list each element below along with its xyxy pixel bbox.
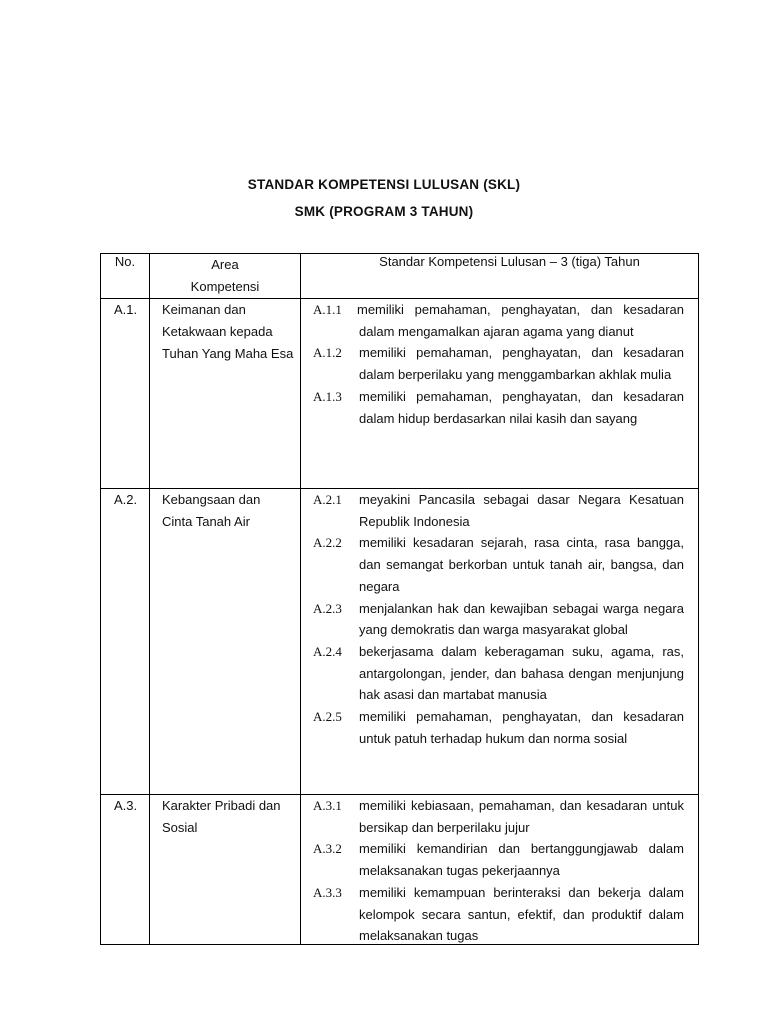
table-row: [101, 489, 699, 795]
standards-clip: [301, 795, 698, 944]
item-code: A.2.4: [313, 643, 342, 659]
item-text: memiliki kesadaran sejarah, rasa cinta, rasa bangga, dan semangat berkorban untuk tanah air, bangsa, dan negara: [359, 535, 684, 594]
item-code: A.1.2: [313, 345, 342, 361]
item-code: A.1.1: [313, 302, 342, 317]
row-area: Kebangsaan dan Cinta Tanah Air: [150, 489, 301, 795]
list-item: [301, 706, 698, 749]
header-area: [150, 254, 301, 299]
list-item: [301, 598, 698, 641]
row-standards: [301, 795, 699, 945]
list-item: [301, 386, 698, 429]
item-text: memiliki kemampuan berinteraksi dan bekerja dalam kelompok secara santun, efektif, dan produktif dalam melaksanakan tugas: [359, 884, 684, 944]
header-area-line2: Kompetensi: [190, 279, 260, 294]
row-number: A.1.: [101, 299, 150, 489]
row-area: Keimanan dan Ketakwaan kepada Tuhan Yang Maha Esa: [150, 299, 301, 489]
list-item: [301, 342, 698, 385]
item-code: A.2.1: [313, 492, 342, 507]
item-text: meyakini Pancasila sebagai dasar Negara Kesatuan Republik Indonesia: [359, 492, 684, 529]
item-text: memiliki kebiasaan, pemahaman, dan kesadaran untuk bersikap dan berperilaku jujur: [359, 798, 684, 835]
document-subtitle: SMK (PROGRAM 3 TAHUN): [294, 204, 474, 219]
header-area-line1: Area: [211, 257, 239, 272]
item-text: memiliki pemahaman, penghayatan, dan kesadaran dalam hidup berdasarkan nilai kasih dan sayang: [359, 388, 684, 426]
item-text: memiliki kemandirian dan bertanggungjawab dalam melaksanakan tugas pekerjaannya: [359, 841, 684, 879]
list-item: [301, 489, 698, 532]
row-standards: [301, 299, 699, 489]
list-item: [301, 882, 698, 944]
item-code: A.1.3: [313, 388, 342, 404]
item-text: memiliki pemahaman, penghayatan, dan kesadaran dalam mengamalkan ajaran agama yang dianut: [357, 302, 684, 339]
table-header-row: [101, 254, 699, 299]
list-item: [301, 532, 698, 597]
list-item: [301, 795, 698, 838]
document-title: STANDAR KOMPETENSI LULUSAN (SKL): [247, 177, 521, 192]
item-code: A.3.3: [313, 884, 342, 900]
row-area: Karakter Pribadi dan Sosial: [150, 795, 301, 945]
list-item: [301, 299, 698, 342]
list-item: [301, 641, 698, 706]
header-no: No.: [101, 254, 150, 299]
item-text: memiliki pemahaman, penghayatan, dan kesadaran dalam berperilaku yang menggambarkan akhlak mulia: [359, 345, 684, 383]
item-code: A.2.3: [313, 600, 342, 616]
list-item: [301, 838, 698, 881]
row-standards: [301, 489, 699, 795]
header-standard: Standar Kompetensi Lulusan – 3 (tiga) Tahun: [301, 254, 699, 299]
table-row: [101, 299, 699, 489]
item-code: A.3.1: [313, 798, 342, 813]
item-text: memiliki pemahaman, penghayatan, dan kesadaran untuk patuh terhadap hukum dan norma sosial: [359, 709, 684, 746]
skl-table: [100, 253, 699, 945]
row-number: A.3.: [101, 795, 150, 945]
item-text: bekerjasama dalam keberagaman suku, agama, ras, antargolongan, jender, dan bahasa dengan menjunjung hak asasi dan martabat manusia: [359, 643, 684, 703]
row-number: A.2.: [101, 489, 150, 795]
item-text: menjalankan hak dan kewajiban sebagai warga negara yang demokratis dan warga masyarakat global: [359, 600, 684, 638]
item-code: A.3.2: [313, 841, 342, 857]
table-row: [101, 795, 699, 945]
item-code: A.2.5: [313, 709, 342, 725]
item-code: A.2.2: [313, 535, 342, 551]
